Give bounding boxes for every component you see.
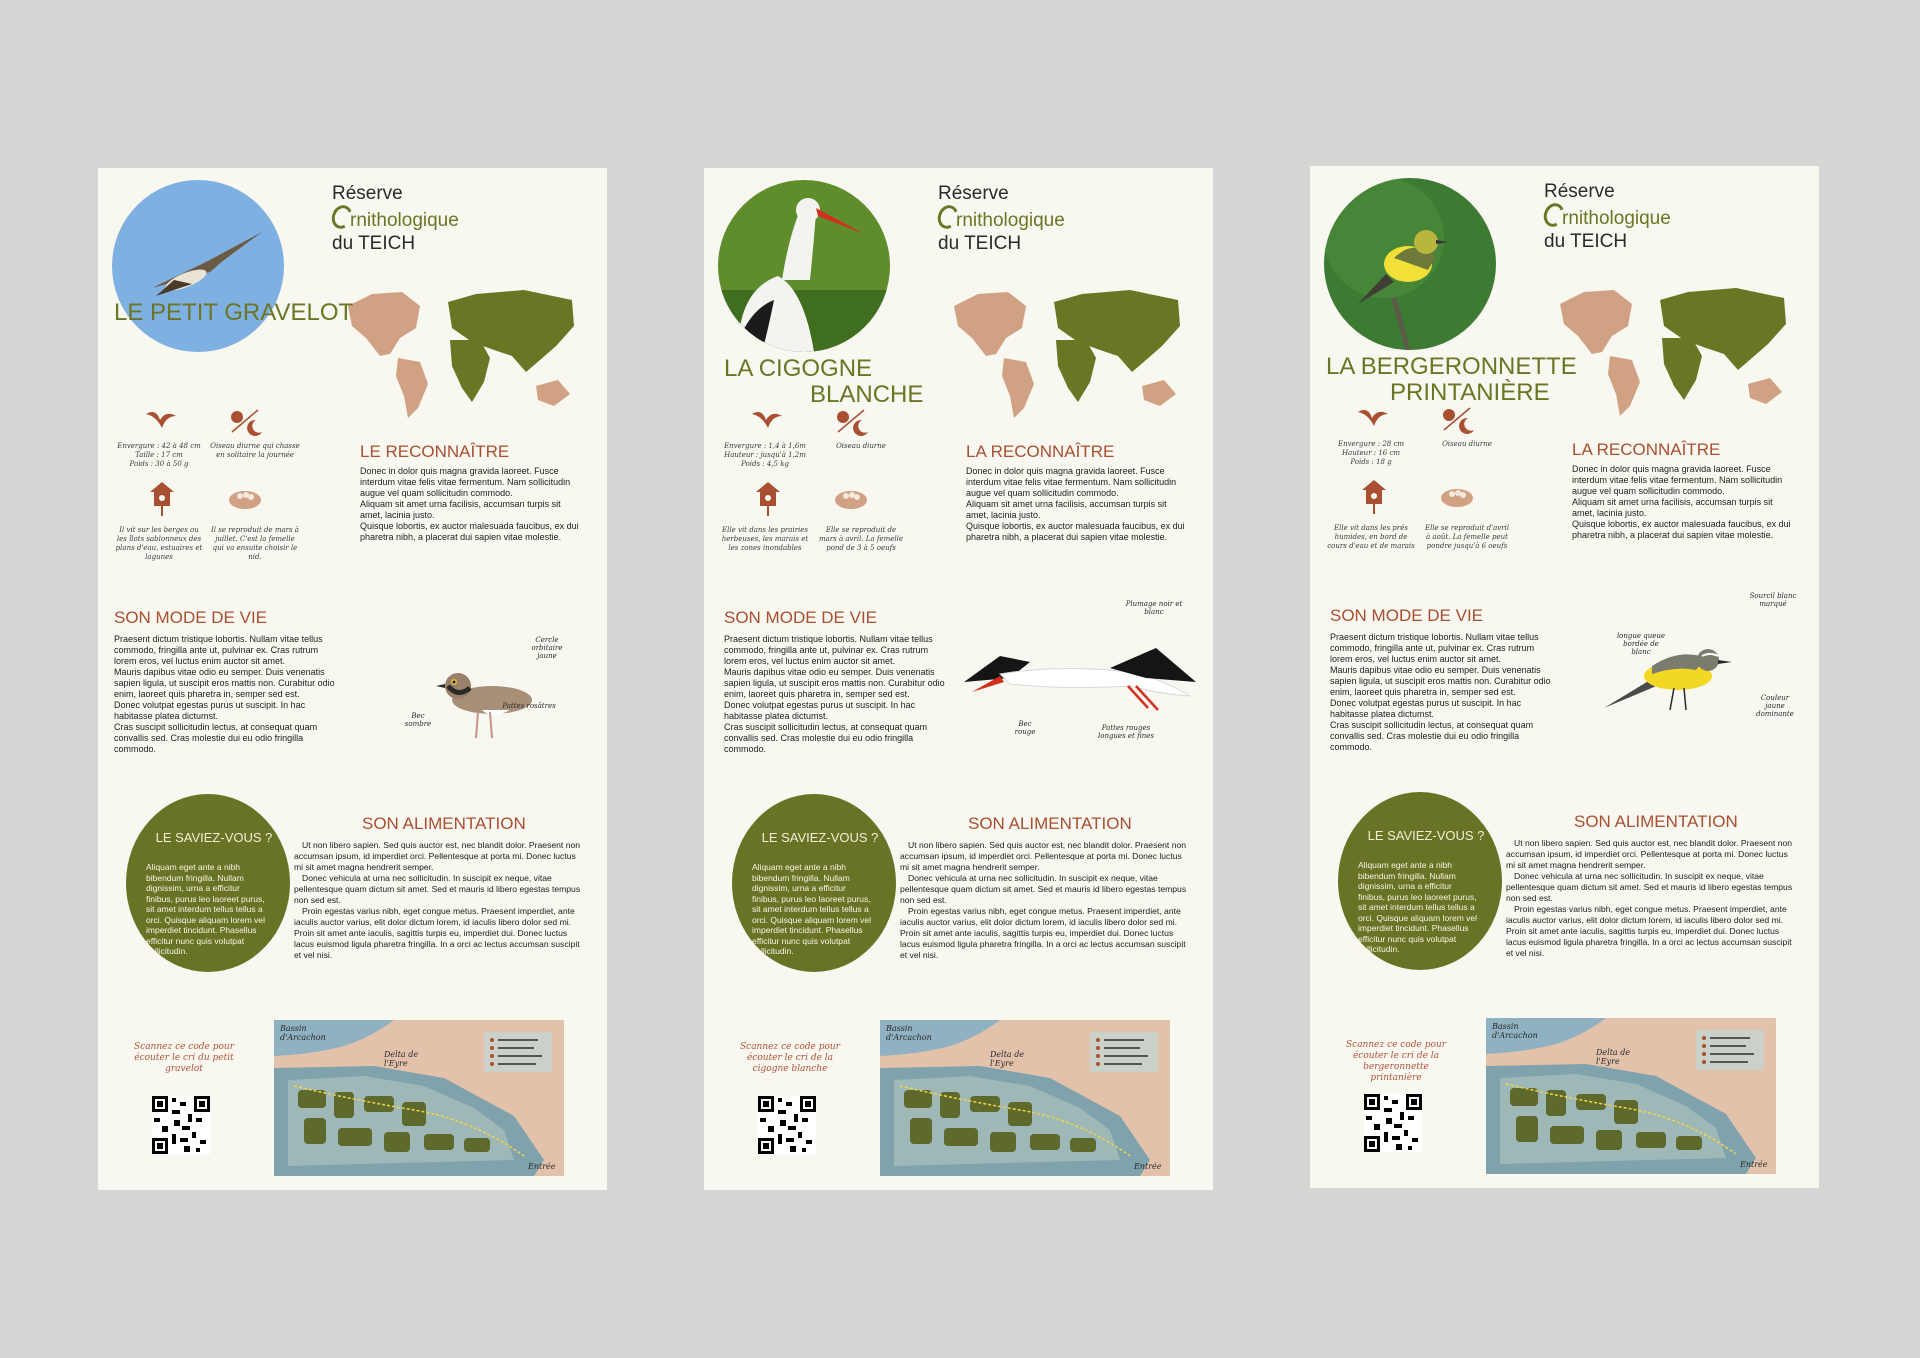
did-you-know-text: Aliquam eget ante a nibh bibendum fringilla. Nullam dignissim, urna a efficitur finibus, purus leo laoreet purus, sit amet interdum tellus tellus a orci. Quisque aliquam lorem vel imperdiet tincidunt. Phasellus efficitur nunc quis volutpat sollicitudin. <box>1358 860 1478 954</box>
heading-food: SON ALIMENTATION <box>968 814 1132 833</box>
callout-color: Couleur jaune dominante <box>1756 694 1794 718</box>
brand-logo: Réserve rnithologique du TEICH <box>332 182 482 255</box>
food-text: Ut non libero sapien. Sed quis auctor est, nec blandit dolor. Praesent non accumsan ipsum, id imperdiet orci. Pellentesque at porta mi. Donec luctus mi sit amet magna hendrerit semper. Donec vehicula at urna nec sollicitudin. In suscipit ex neque, vitae pellentesque quam dictum sit amet. Sed et mauris id libero egestas tempus non sed est. Proin egestas varius nibh, eget congue metus. Praesent imperdiet, ante iaculis auctor varius, elit dolor dictum lorem, id iaculis libero dolor sed mi. Proin sit amet ante iaculis, sagittis turpis eu, imperdiet dui. Donec luctus lacus euismod ligula pharetra fringilla. In a orci ac lectus accumsan suscipit et vel nisi. <box>294 840 581 960</box>
callout-legs: Pattes rouges longues et fines <box>1097 724 1154 740</box>
nest-icon <box>1440 482 1474 508</box>
bird-photo <box>1324 178 1496 350</box>
qr-code[interactable] <box>758 1096 816 1154</box>
habitat-text: Il vit sur les berges ou les îlots sablonneux des plans d'eau, estuaires et lagunes <box>115 526 203 561</box>
bird-photo <box>112 180 284 352</box>
bird-title: LE PETIT GRAVELOT <box>114 299 354 326</box>
qr-code[interactable] <box>1364 1094 1422 1152</box>
callout-beak: Bec sombre <box>404 712 432 728</box>
did-you-know-oval <box>732 794 896 972</box>
brand-logo: Réserve rnithologique du TEICH <box>938 182 1088 255</box>
heading-recognize: LA RECONNAÎTRE <box>1572 440 1721 459</box>
food-text: Ut non libero sapien. Sed quis auctor est, nec blandit dolor. Praesent non accumsan ipsum, id imperdiet orci. Pellentesque at porta mi. Donec luctus mi sit amet magna hendrerit semper. Donec vehicula at urna nec sollicitudin. In suscipit ex neque, vitae pellentesque quam dictum sit amet. Sed et mauris id libero egestas tempus non sed est. Proin egestas varius nibh, eget congue metus. Praesent imperdiet, ante iaculis auctor varius, elit dolor dictum lorem, id iaculis libero dolor sed mi. Proin sit amet ante iaculis, sagittis turpis eu, imperdiet dui. Donec luctus lacus euismod ligula pharetra fringilla. In a orci ac lectus accumsan suscipit et vel nisi. <box>900 840 1187 960</box>
wingspan-text: Envergure : 42 à 48 cm Taille : 17 cm Poids : 30 à 50 g <box>117 442 201 468</box>
reserve-map[interactable] <box>274 1020 564 1176</box>
nest-text: Elle se reproduit de mars à avril. La femelle pond de 3 à 5 oeufs <box>819 526 903 552</box>
did-you-know-text: Aliquam eget ante a nibh bibendum fringilla. Nullam dignissim, urna a efficitur finibus, purus leo laoreet purus, sit amet interdum tellus tellus a orci. Quisque aliquam lorem vel imperdiet tincidunt. Phasellus efficitur nunc quis volutpat sollicitudin. <box>146 862 266 956</box>
day-night-icon <box>1438 404 1478 434</box>
heading-recognize: LE RECONNAÎTRE <box>360 442 510 461</box>
callout-legs: Pattes rosâtres <box>502 702 556 710</box>
icon-grid <box>1326 404 1516 574</box>
heading-recognize: LA RECONNAÎTRE <box>966 442 1115 461</box>
day-night-icon <box>832 406 872 436</box>
bird-photo <box>718 180 890 352</box>
heading-life: SON MODE DE VIE <box>114 608 268 627</box>
map-label-entree: Entrée <box>1134 1162 1162 1171</box>
reserve-map[interactable] <box>880 1020 1170 1176</box>
map-label-bassin: Bassin d'Arcachon <box>1492 1022 1538 1040</box>
icon-grid <box>114 406 304 576</box>
heading-food: SON ALIMENTATION <box>1574 812 1738 831</box>
bird-wingspan-icon <box>750 406 784 436</box>
world-map <box>950 276 1184 426</box>
world-map <box>1556 274 1790 424</box>
poster-cigogne-blanche <box>704 168 1213 1190</box>
map-label-delta: Delta de l'Eyre <box>1596 1048 1631 1066</box>
activity-text: Oiseau diurne <box>836 442 886 450</box>
map-label-bassin: Bassin d'Arcachon <box>886 1024 932 1042</box>
heading-food: SON ALIMENTATION <box>362 814 526 833</box>
recognize-text: Donec in dolor quis magna gravida laoreet. Fusce interdum vitae felis vitae fermentum. Nam sollicitudin augue vel quam sollicitudin commodo. Aliquam sit amet urna facilisis, accumsan turpis sit amet, lacinia justo. Quisque lobortis, ex auctor malesuada faucibus, ex dui pharetra nibh, a placerat dui sapien vitae molestie. <box>1572 464 1791 540</box>
recognize-text: Donec in dolor quis magna gravida laoreet. Fusce interdum vitae felis vitae fermentum. Nam sollicitudin augue vel quam sollicitudin commodo. Aliquam sit amet urna facilisis, accumsan turpis sit amet, lacinia justo. Quisque lobortis, ex auctor malesuada faucibus, ex dui pharetra nibh, a placerat dui sapien vitae molestie. <box>360 466 579 542</box>
poster-bergeronnette-printaniere <box>1310 166 1819 1188</box>
nest-text: Il se reproduit de mars à juillet. C'est la femelle qui va ensuite choisir le nid. <box>211 526 299 561</box>
callout-tail: longue queue bordée de blanc <box>1616 632 1666 656</box>
poster-petit-gravelot <box>98 168 607 1190</box>
birdhouse-icon <box>754 480 782 516</box>
did-you-know-oval <box>126 794 290 972</box>
did-you-know-title: LE SAVIEZ-VOUS ? <box>155 830 273 845</box>
did-you-know-title: LE SAVIEZ-VOUS ? <box>761 830 879 845</box>
scan-text: Scannez ce code pour écouter le cri du petit gravelot <box>133 1042 234 1074</box>
birdhouse-icon <box>148 480 176 516</box>
activity-text: Oiseau diurne <box>1442 440 1492 448</box>
recognize-text: Donec in dolor quis magna gravida laoreet. Fusce interdum vitae felis vitae fermentum. Nam sollicitudin augue vel quam sollicitudin commodo. Aliquam sit amet urna facilisis, accumsan turpis sit amet, lacinia justo. Quisque lobortis, ex auctor malesuada faucibus, ex dui pharetra nibh, a placerat dui sapien vitae molestie. <box>966 466 1185 542</box>
bird-wingspan-icon <box>1356 404 1390 434</box>
bird-drawing <box>418 646 548 746</box>
did-you-know-oval <box>1338 792 1502 970</box>
bird-drawing <box>960 638 1196 728</box>
habitat-text: Elle vit dans les prairies herbeuses, les marais et les zones inondables <box>721 526 809 552</box>
did-you-know-text: Aliquam eget ante a nibh bibendum fringilla. Nullam dignissim, urna a efficitur finibus, purus leo laoreet purus, sit amet interdum tellus tellus a orci. Quisque aliquam lorem vel imperdiet tincidunt. Phasellus efficitur nunc quis volutpat sollicitudin. <box>752 862 872 956</box>
wingspan-text: Envergure : 1,4 à 1,6m Hauteur : jusqu'à 1,2m Poids : 4,5 kg <box>724 442 806 468</box>
habitat-text: Elle vit dans les prés humides, en bord de cours d'eau et de marais <box>1327 524 1415 550</box>
nest-icon <box>228 484 262 510</box>
map-label-bassin: Bassin d'Arcachon <box>280 1024 326 1042</box>
heading-life: SON MODE DE VIE <box>724 608 878 627</box>
nest-icon <box>834 484 868 510</box>
callout-eye: Cercle orbitaire jaune <box>531 636 563 660</box>
day-night-icon <box>226 406 266 436</box>
food-text: Ut non libero sapien. Sed quis auctor est, nec blandit dolor. Praesent non accumsan ipsum, id imperdiet orci. Pellentesque at porta mi. Donec luctus mi sit amet magna hendrerit semper. Donec vehicula at urna nec sollicitudin. In suscipit ex neque, vitae pellentesque quam dictum sit amet. Sed et mauris id libero egestas tempus non sed est. Proin egestas varius nibh, eget congue metus. Praesent imperdiet, ante iaculis auctor varius, elit dolor dictum lorem, id iaculis libero dolor sed mi. Proin sit amet ante iaculis, sagittis turpis eu, imperdiet dui. Donec luctus lacus euismod ligula pharetra fringilla. In a orci ac lectus accumsan suscipit et vel nisi. <box>1506 838 1793 958</box>
world-map <box>344 276 578 426</box>
did-you-know-title: LE SAVIEZ-VOUS ? <box>1367 828 1485 843</box>
callout-beak: Bec rouge <box>1014 720 1036 736</box>
map-label-entree: Entrée <box>1740 1160 1768 1169</box>
map-label-delta: Delta de l'Eyre <box>990 1050 1025 1068</box>
birdhouse-icon <box>1360 478 1388 514</box>
qr-code[interactable] <box>152 1096 210 1154</box>
scan-text: Scannez ce code pour écouter le cri de la bergeronnette printanière <box>1345 1040 1446 1083</box>
life-text: Praesent dictum tristique lobortis. Nullam vitae tellus commodo, fringilla ante ut, pulvinar ex. Cras rutrum lorem eros, vel luctus enim auctor sit amet. Mauris dapibus vitae odio eu semper. Duis venenatis sapien ligula, ut suscipit eros mattis non. Curabitur odio enim, laoreet quis pharetra in, semper sed est. Donec volutpat egestas purus ut suscipit. In hac habitasse platea dictumst. Cras suscipit sollicitudin lectus, at consequat quam convallis sed. Cras molestie dui eu odio fringilla commodo. <box>114 634 335 754</box>
callout-eyebrow: Sourcil blanc marqué <box>1749 592 1797 608</box>
life-text: Praesent dictum tristique lobortis. Nullam vitae tellus commodo, fringilla ante ut, pulvinar ex. Cras rutrum lorem eros, vel luctus enim auctor sit amet. Mauris dapibus vitae odio eu semper. Duis venenatis sapien ligula, ut suscipit eros mattis non. Curabitur odio enim, laoreet quis pharetra in, semper sed est. Donec volutpat egestas purus ut suscipit. In hac habitasse platea dictumst. Cras suscipit sollicitudin lectus, at consequat quam convallis sed. Cras molestie dui eu odio fringilla commodo. <box>1330 632 1551 752</box>
map-label-entree: Entrée <box>528 1162 556 1171</box>
nest-text: Elle se reproduit d'avril à août. La femelle peut pondre jusqu'à 6 oeufs <box>1424 524 1510 550</box>
brand-logo: Réserve rnithologique du TEICH <box>1544 180 1694 253</box>
bird-title: LA CIGOGNE BLANCHE <box>724 355 924 408</box>
activity-text: Oiseau diurne qui chasse en solitaire la journée <box>210 442 300 459</box>
callout-plumage: Plumage noir et blanc <box>1125 600 1183 616</box>
map-label-delta: Delta de l'Eyre <box>384 1050 419 1068</box>
bird-title: LA BERGERONNETTE PRINTANIÈRE <box>1326 353 1577 406</box>
icon-grid <box>720 406 910 576</box>
life-text: Praesent dictum tristique lobortis. Nullam vitae tellus commodo, fringilla ante ut, pulvinar ex. Cras rutrum lorem eros, vel luctus enim auctor sit amet. Mauris dapibus vitae odio eu semper. Duis venenatis sapien ligula, ut suscipit eros mattis non. Curabitur odio enim, laoreet quis pharetra in, semper sed est. Donec volutpat egestas purus ut suscipit. In hac habitasse platea dictumst. Cras suscipit sollicitudin lectus, at consequat quam convallis sed. Cras molestie dui eu odio fringilla commodo. <box>724 634 945 754</box>
reserve-map[interactable] <box>1486 1018 1776 1174</box>
heading-life: SON MODE DE VIE <box>1330 606 1484 625</box>
scan-text: Scannez ce code pour écouter le cri de la cigogne blanche <box>739 1042 840 1074</box>
wingspan-text: Envergure : 28 cm Hauteur : 16 cm Poids : 18 g <box>1337 440 1405 466</box>
bird-wingspan-icon <box>144 406 178 436</box>
